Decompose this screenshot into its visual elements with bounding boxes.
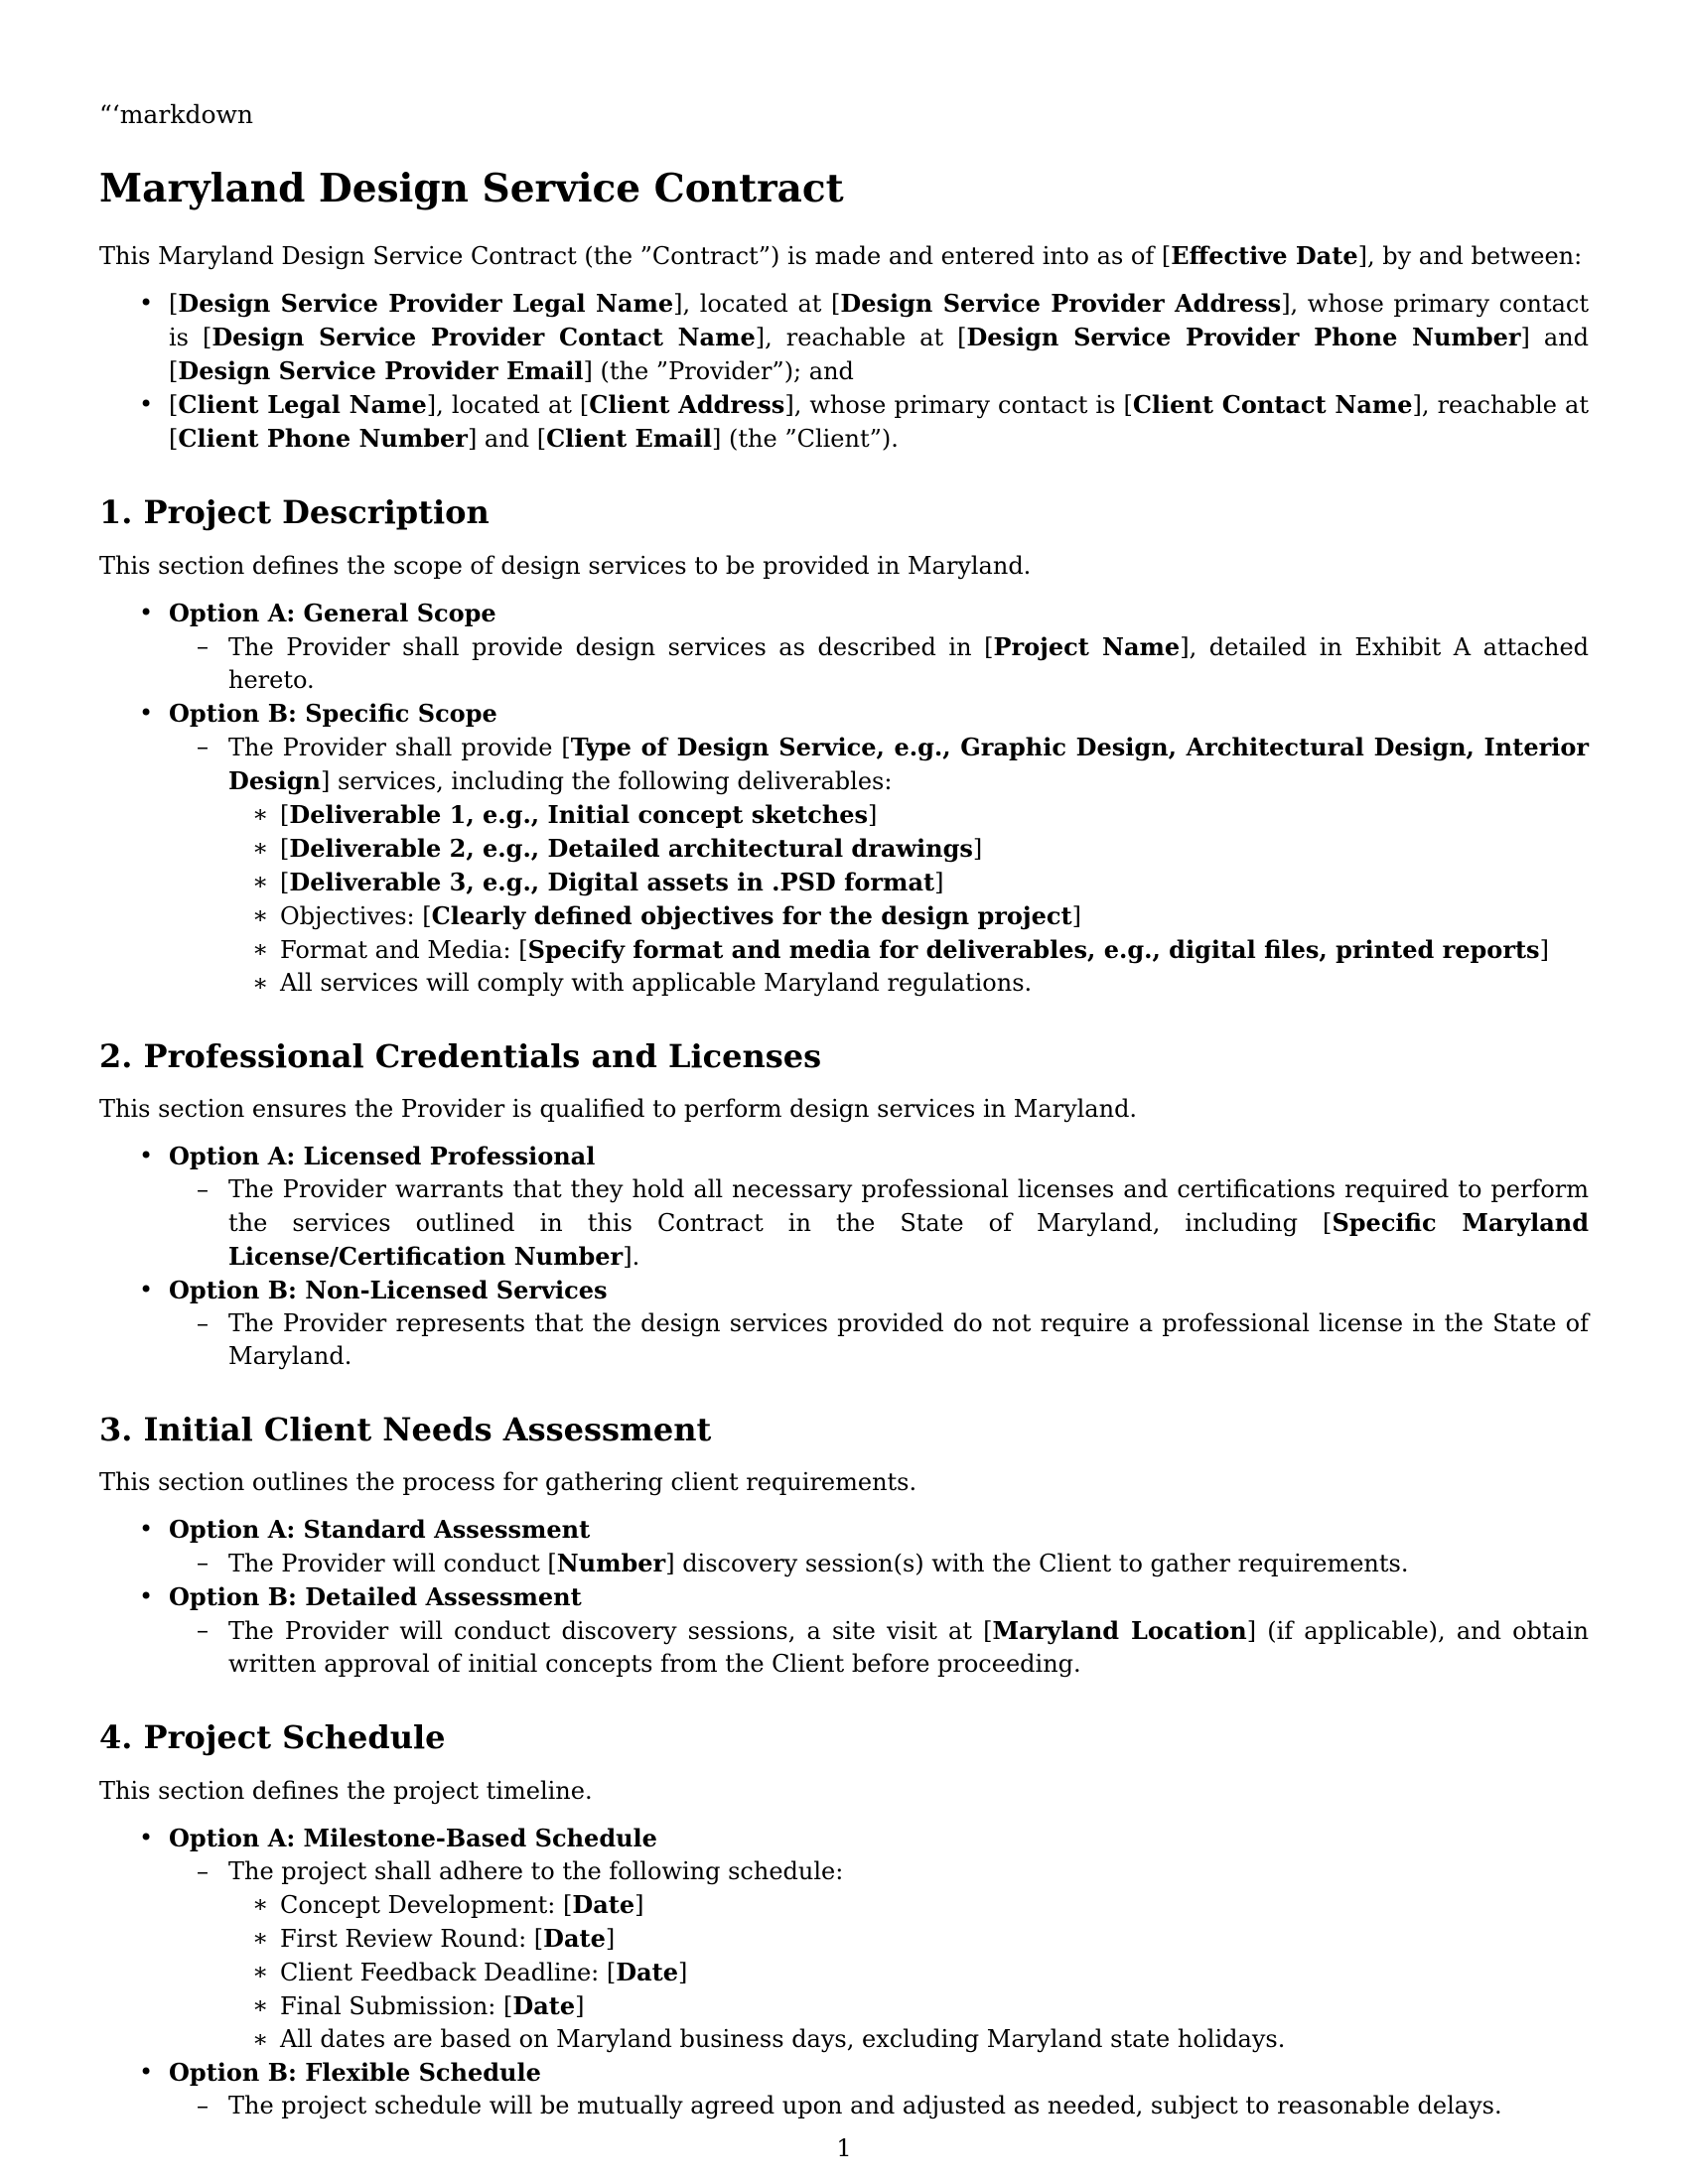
parties-list <box>99 287 1589 456</box>
milestones-list <box>228 1888 1589 2056</box>
section-heading-credentials: 2. Professional Credentials and Licenses <box>99 1036 822 1075</box>
section-intro: This section outlines the process for gathering client requirements. <box>99 1468 917 1497</box>
page-number: 1 <box>836 2134 852 2162</box>
option-clause: – The project shall adhere to the following schedule: ∗ Concept Development: [Date] ∗ First Review Round: [Date] ∗ Client Feedback Deadline: [Date] ∗ Final Submission: [Date] ∗ All dates are based on Maryland business days, excluding Maryland state holidays. <box>169 1855 1589 2056</box>
objectives-item: ∗ Objectives: [Clearly defined objectives for the design project] <box>228 899 1589 933</box>
option-clause: – The Provider shall provide [Type of Design Service, e.g., Graphic Design, Architectural Design, Interior Design] services, including the following deliverables: ∗ [Deliverable 1, e.g., Initial concept sketches] ∗ [Deliverable 2, e.g., Detailed architectural drawings] ∗ [Deliverable 3, e.g., Digital assets in .PSD format] ∗ Objectives: [Clearly defined objectives for the design project] ∗ Format and Media: [Specify format and media for deliverables, e.g., digital files, printed reports] ∗ All services will comply with applicable Maryland regulations. <box>169 731 1589 1000</box>
deliverable-item: ∗ [Deliverable 2, e.g., Detailed architectural drawings] <box>228 832 1589 866</box>
option-label: Option A: General Scope <box>169 598 496 627</box>
document-title: Maryland Design Service Contract <box>99 165 844 211</box>
option-item <box>99 1274 1589 1373</box>
milestone-item: ∗ Concept Development: [Date] <box>228 1888 1589 1922</box>
client-party-item: • [Client Legal Name], located at [Client Address], whose primary contact is [Client Contact Name], reachable at [Client Phone Number] and [Client Email] (the ”Client”). <box>99 388 1589 456</box>
options-list <box>99 1513 1589 1681</box>
option-label: Option A: Licensed Professional <box>169 1142 596 1171</box>
markdown-fence-text: “‘markdown <box>99 100 253 129</box>
intro-paragraph: This Maryland Design Service Contract (the ”Contract”) is made and entered into as of [Effective Date], by and between: <box>99 241 1583 271</box>
option-label: Option A: Standard Assessment <box>169 1515 591 1545</box>
section-intro: This section defines the project timeline. <box>99 1776 593 1805</box>
deliverable-item: ∗ [Deliverable 3, e.g., Digital assets in .PSD format] <box>228 866 1589 899</box>
option-label: Option B: Detailed Assessment <box>169 1582 582 1612</box>
option-item <box>99 1822 1589 2056</box>
option-clause: – The Provider will conduct [Number] discovery session(s) with the Client to gather requirements. <box>169 1547 1589 1580</box>
section-heading-project-schedule: 4. Project Schedule <box>99 1718 446 1757</box>
options-list <box>99 597 1589 1000</box>
option-item <box>99 1140 1589 1274</box>
provider-party-item: • [Design Service Provider Legal Name], located at [Design Service Provider Address], whose primary contact is [Design Service Provider Contact Name], reachable at [Design Service Provider Phone Number] and [Design Service Provider Email] (the ”Provider”); and <box>99 287 1589 388</box>
option-label: Option B: Specific Scope <box>169 698 497 728</box>
deliverables-list <box>228 798 1589 1000</box>
option-clause: – The Provider shall provide design services as described in [Project Name], detailed in Exhibit A attached hereto. <box>169 630 1589 697</box>
section-intro: This section defines the scope of design services to be provided in Maryland. <box>99 551 1032 580</box>
option-item <box>99 1513 1589 1580</box>
deliverable-item: ∗ [Deliverable 1, e.g., Initial concept sketches] <box>228 798 1589 832</box>
options-list <box>99 1822 1589 2122</box>
option-label: Option B: Non-Licensed Services <box>169 1276 608 1305</box>
section-intro: This section ensures the Provider is qualified to perform design services in Maryland. <box>99 1095 1138 1124</box>
option-clause: – The Provider warrants that they hold all necessary professional licenses and certifications required to perform the services outlined in this Contract in the State of Maryland, including [Specific Maryland License/Certification Number]. <box>169 1173 1589 1274</box>
section-heading-needs-assessment: 3. Initial Client Needs Assessment <box>99 1411 712 1449</box>
options-list <box>99 1140 1589 1373</box>
option-item <box>99 697 1589 1000</box>
option-clause: – The Provider will conduct discovery sessions, a site visit at [Maryland Location] (if applicable), and obtain written approval of initial concepts from the Client before proceeding. <box>169 1614 1589 1681</box>
milestone-item: ∗ First Review Round: [Date] <box>228 1922 1589 1956</box>
format-media-item: ∗ Format and Media: [Specify format and media for deliverables, e.g., digital files, printed reports] <box>228 933 1589 967</box>
option-clause: – The Provider represents that the design services provided do not require a professional license in the State of Maryland. <box>169 1307 1589 1373</box>
option-label: Option A: Milestone-Based Schedule <box>169 1823 657 1852</box>
milestone-item: ∗ Client Feedback Deadline: [Date] <box>228 1956 1589 1989</box>
option-item <box>99 597 1589 697</box>
section-heading-project-description: 1. Project Description <box>99 493 490 532</box>
option-item <box>99 1580 1589 1681</box>
schedule-note-item: ∗ All dates are based on Maryland business days, excluding Maryland state holidays. <box>228 2023 1589 2056</box>
document-page <box>99 99 1589 2122</box>
milestone-item: ∗ Final Submission: [Date] <box>228 1989 1589 2023</box>
effective-date-placeholder: Effective Date <box>1171 241 1358 271</box>
option-label: Option B: Flexible Schedule <box>169 2057 541 2087</box>
option-clause: – The project schedule will be mutually agreed upon and adjusted as needed, subject to reasonable delays. <box>169 2090 1589 2122</box>
compliance-item: ∗ All services will comply with applicable Maryland regulations. <box>228 967 1589 1000</box>
option-item <box>99 2056 1589 2122</box>
